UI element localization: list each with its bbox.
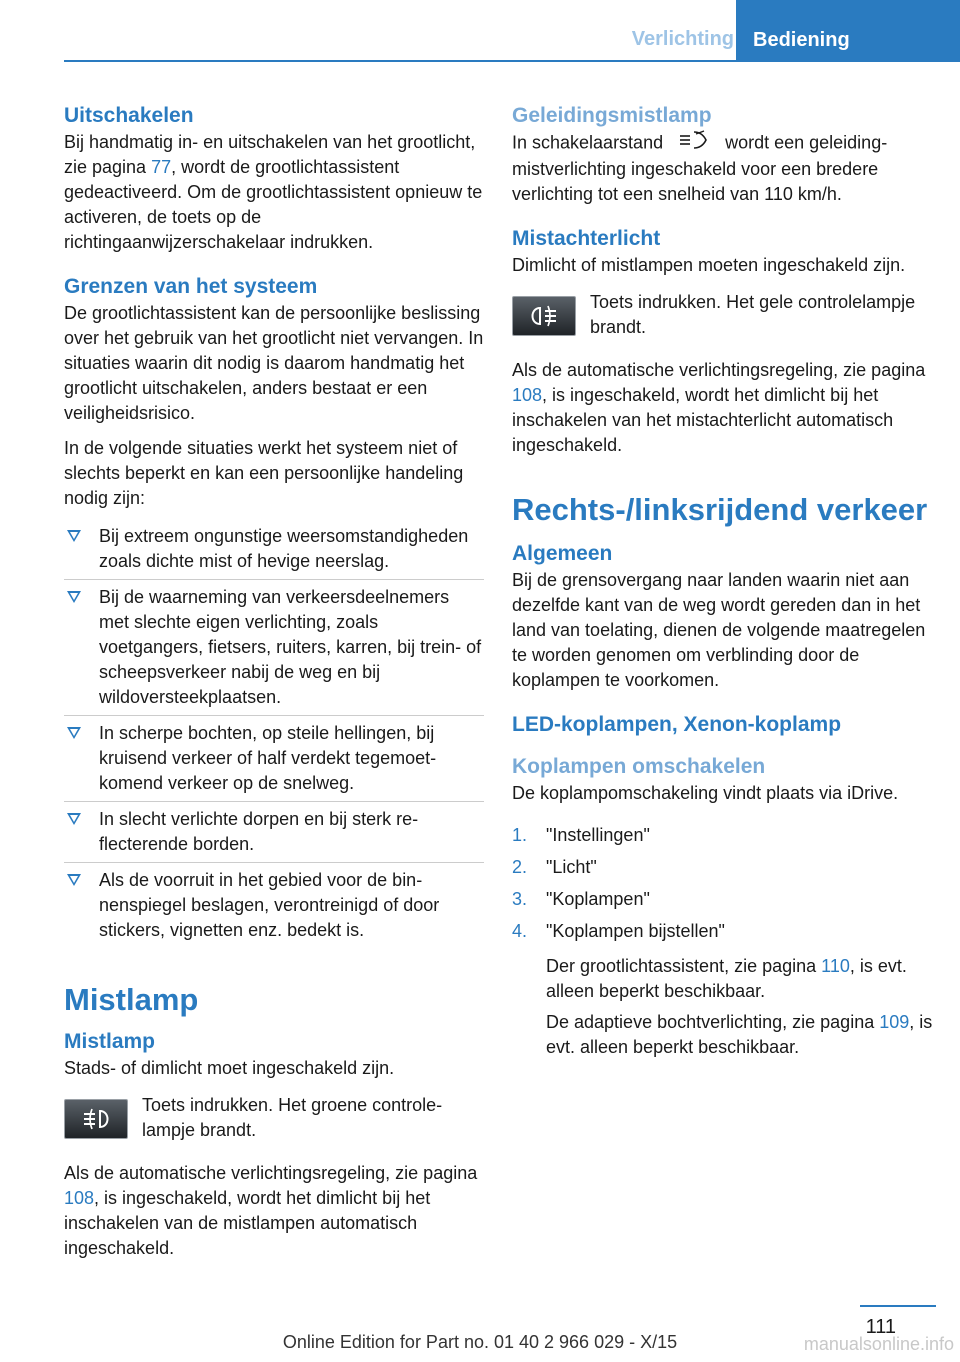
- fog-lamp-instruction: [64, 1093, 484, 1143]
- heading-mistlamp: Mistlamp: [64, 1030, 156, 1053]
- paragraph-mistlamp-1: Stads- of dimlicht moet ingeschakeld zijn.: [64, 1058, 395, 1078]
- list-item: Bij extreem ongunstige weersomstandigheden zoals dichte mist of hevige neerslag.: [64, 519, 484, 580]
- page-link-109[interactable]: 109: [879, 1012, 910, 1032]
- right-column: [512, 102, 936, 1060]
- page-link-110[interactable]: 110: [821, 956, 850, 976]
- left-column: [64, 102, 484, 1261]
- heading-geleidingsmistlamp: Geleidingsmistlamp: [512, 104, 712, 127]
- list-item: In scherpe bochten, op steile hellingen, bij kruisend verkeer of half verdekt tegemoetkomend verkeer op de snelweg.: [64, 716, 484, 802]
- rear-fog-instruction-text: Toets indrukken. Het gele controlelampje brandt.: [590, 292, 916, 337]
- rear-fog-instruction: [512, 290, 936, 340]
- list-item: In slecht verlichte dorpen en bij sterk reflecterende borden.: [64, 802, 484, 863]
- paragraph-achterlicht-1: Dimlicht of mistlampen moeten ingeschakeld zijn.: [512, 255, 906, 275]
- paragraph-mistlamp-2: Als de automatische verlichtingsregeling, zie pagina 108, is ingeschakeld, wordt het dimlicht bij het inschakelen van de mistlampen automatisch ingeschakeld.: [64, 1163, 478, 1258]
- page-link-77[interactable]: 77: [151, 157, 172, 177]
- step-note-2: De adaptieve bochtverlichting, zie pagina 109, is evt. alleen beperkt beschikbaar.: [546, 1012, 933, 1057]
- heading-led-koplampen: LED-koplampen, Xenon-koplamp: [512, 713, 842, 736]
- page-link-108[interactable]: 108: [64, 1188, 95, 1208]
- paragraph-uitschakelen: Bij handmatig in- en uitschakelen van het grootlicht, zie pagina 77, wordt de grootlichtassistent gedeactiveerd. Om de grootlichtassistent opnieuw te activeren, de toets op de richtingaanwijzerschakelaar indrukken.: [64, 132, 483, 252]
- bullet-triangle-icon: [67, 727, 81, 739]
- list-item: 1. "Instellingen": [512, 825, 650, 845]
- heading-grenzen: Grenzen van het systeem: [64, 275, 318, 298]
- bullet-triangle-icon: [67, 530, 81, 542]
- heading-algemeen: Algemeen: [512, 542, 613, 565]
- section-tab-verlichting: Verlichting: [631, 28, 734, 50]
- page-number: 111: [865, 1316, 896, 1338]
- list-item: Bij de waarneming van verkeersdeelnemers met slechte eigen verlichting, zoals voetgangers, fietsers, ruiters, karren, bij trein- of scheepsverkeer nabij de weg en bij wildoversteekplaatsen.: [64, 580, 484, 716]
- section-tab-bediening: Bediening: [736, 0, 960, 62]
- footer-rule: [860, 1305, 936, 1307]
- front-fog-lamp-icon: [64, 1099, 128, 1139]
- list-item: 2. "Licht": [512, 857, 597, 877]
- chapter-title-mistlamp: Mistlamp: [64, 982, 199, 1017]
- page-link-108[interactable]: 108: [512, 385, 543, 405]
- guide-fog-lamp-icon: [678, 130, 710, 157]
- limitation-list: [64, 519, 484, 948]
- rear-fog-lamp-icon: [512, 296, 576, 336]
- paragraph-grenzen-1: De grootlichtassistent kan de persoonlijke beslissing over het gebruik van het grootlicht niet vervangen. In situaties waarin dit nodig is daarom handmatig het grootlicht uitschakelen, anders bestaat er een veiligheidsrisico.: [64, 303, 484, 423]
- watermark: manualsonline.info: [803, 1334, 954, 1354]
- paragraph-achterlicht-2: Als de automatische verlichtingsregeling, zie pagina 108, is ingeschakeld, wordt het dimlicht bij het inschakelen van het mistachterlicht automatisch ingeschakeld.: [512, 360, 926, 455]
- page-header: [64, 0, 960, 62]
- list-item: Als de voorruit in het gebied voor de binnenspiegel beslagen, verontreinigd of door stickers, vignetten enz. bedekt is.: [64, 863, 484, 948]
- edition-footer: Online Edition for Part no. 01 40 2 966 029 - X/15: [282, 1332, 678, 1352]
- list-item: 3. "Koplampen": [512, 889, 650, 909]
- fog-lamp-instruction-text: Toets indrukken. Het groene controlelampje brandt.: [142, 1095, 443, 1140]
- steps-list: [512, 820, 936, 948]
- paragraph-grenzen-2: In de volgende situaties werkt het systeem niet of slechts beperkt en kan een persoonlijke handeling nodig zijn:: [64, 438, 464, 508]
- list-item: 4. "Koplampen bijstellen": [512, 921, 725, 941]
- heading-mistachterlicht: Mistachterlicht: [512, 227, 661, 250]
- paragraph-geleiding: In schakelaarstand wordt een geleidingmistverlichting ingeschakeld voor een bredere verlichting tot een snelheid van 110 km/h.: [512, 130, 936, 207]
- paragraph-algemeen: Bij de grensovergang naar landen waarin niet aan dezelfde kant van de weg wordt gereden dan in het land van toelating, dienen de volgende maatregelen te worden genomen om verblinding door de koplampen te voorkomen.: [512, 570, 926, 690]
- paragraph-omschakelen: De koplampomschakeling vindt plaats via iDrive.: [512, 783, 899, 803]
- step-note-1: Der grootlichtassistent, zie pagina 110, is evt. alleen beperkt beschikbaar.: [546, 956, 907, 1001]
- bullet-triangle-icon: [67, 813, 81, 825]
- chapter-title-verkeer: Rechts-/linksrijdend verkeer: [512, 492, 928, 527]
- bullet-triangle-icon: [67, 874, 81, 886]
- heading-koplampen-omschakelen: Koplampen omschakelen: [512, 755, 766, 778]
- bullet-triangle-icon: [67, 591, 81, 603]
- heading-uitschakelen: Uitschakelen: [64, 104, 194, 127]
